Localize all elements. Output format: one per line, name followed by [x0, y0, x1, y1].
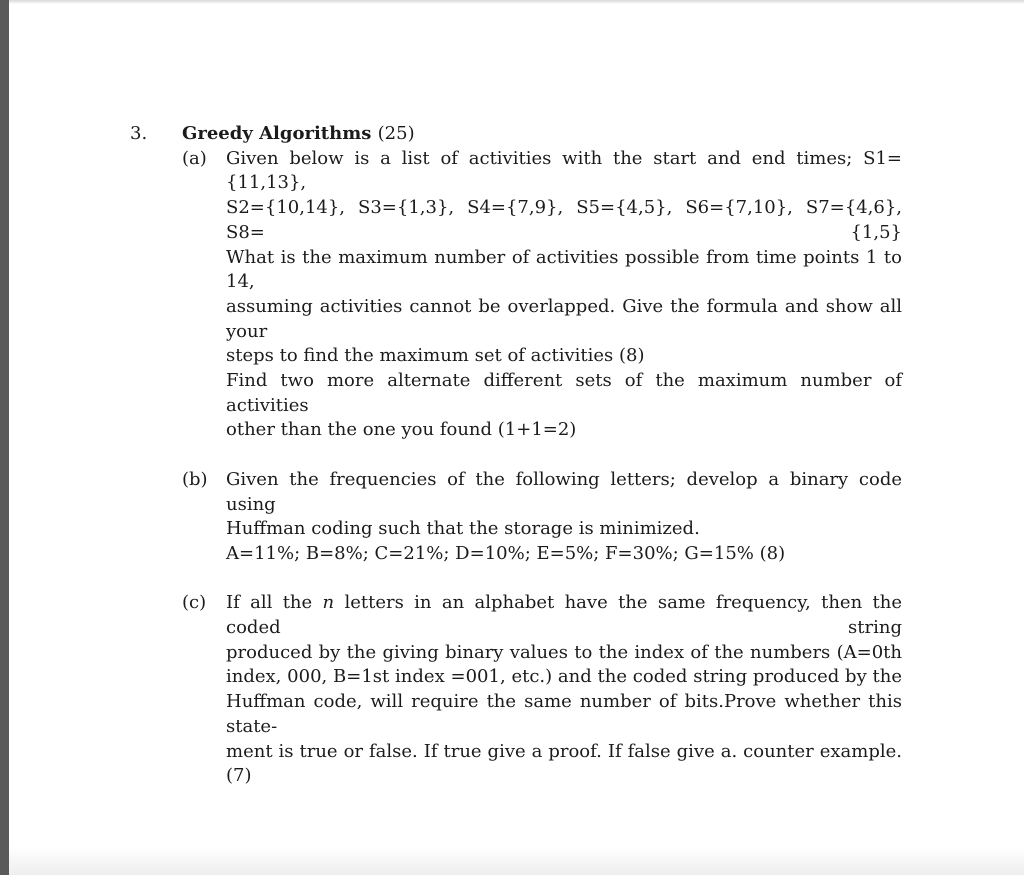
variable-n: n [322, 592, 335, 614]
part-a-line: steps to find the maximum set of activities (8) [226, 345, 645, 367]
part-c-line: produced by the giving binary values to the index of the numbers (A=0th [226, 641, 902, 663]
part-c-label: (c) [182, 592, 207, 614]
part-c-line1-after: letters in an alphabet have the same frequency, then the coded string [226, 592, 902, 639]
part-a-line: assuming activities cannot be overlapped. Give the formula and show all your [226, 295, 902, 342]
part-c-line: index, 000, B=1st index =001, etc.) and the coded string produced by the [226, 666, 902, 688]
part-c-line1-before: If all the [226, 592, 323, 614]
part-b-label: (b) [182, 468, 208, 490]
part-c [182, 591, 902, 789]
part-a [182, 147, 902, 443]
part-b-line: Given the frequencies of the following letters; develop a binary code using [226, 468, 902, 515]
viewer-left-edge [0, 0, 9, 875]
part-a-line: Find two more alternate different sets of the maximum number of activities [226, 370, 902, 416]
part-b [182, 468, 902, 567]
part-a-line: other than the one you found (1+1=2) [226, 419, 577, 441]
question-marks: (25) [377, 123, 415, 144]
part-a-label: (a) [182, 147, 207, 169]
page-bottom-edge [9, 847, 1024, 875]
part-a-line: S2={10,14}, S3={1,3}, S4={7,9}, S5={4,5}, S6={7,10}, S7={4,6}, S8= {1,5} [226, 197, 902, 243]
question-number: 3. [130, 123, 148, 144]
part-b-frequencies: A=11%; B=8%; C=21%; D=10%; E=5%; F=30%; G=15% (8) [226, 542, 786, 564]
question-heading [182, 122, 902, 147]
part-c-line: Huffman code, will require the same number of bits.Prove whether this state- [226, 691, 902, 737]
part-b-line: Huffman coding such that the storage is minimized. [226, 518, 700, 540]
question-body [182, 122, 902, 789]
part-a-line: Given below is a list of activities with the start and end times; S1={11,13}, [226, 147, 902, 194]
question-title: Greedy Algorithms [182, 123, 372, 144]
part-a-line: What is the maximum number of activities possible from time points 1 to 14, [226, 246, 902, 293]
part-c-line [226, 591, 902, 640]
part-c-line: ment is true or false. If true give a proof. If false give a. counter example. (7) [226, 740, 902, 787]
page-top-shadow [9, 0, 1024, 4]
